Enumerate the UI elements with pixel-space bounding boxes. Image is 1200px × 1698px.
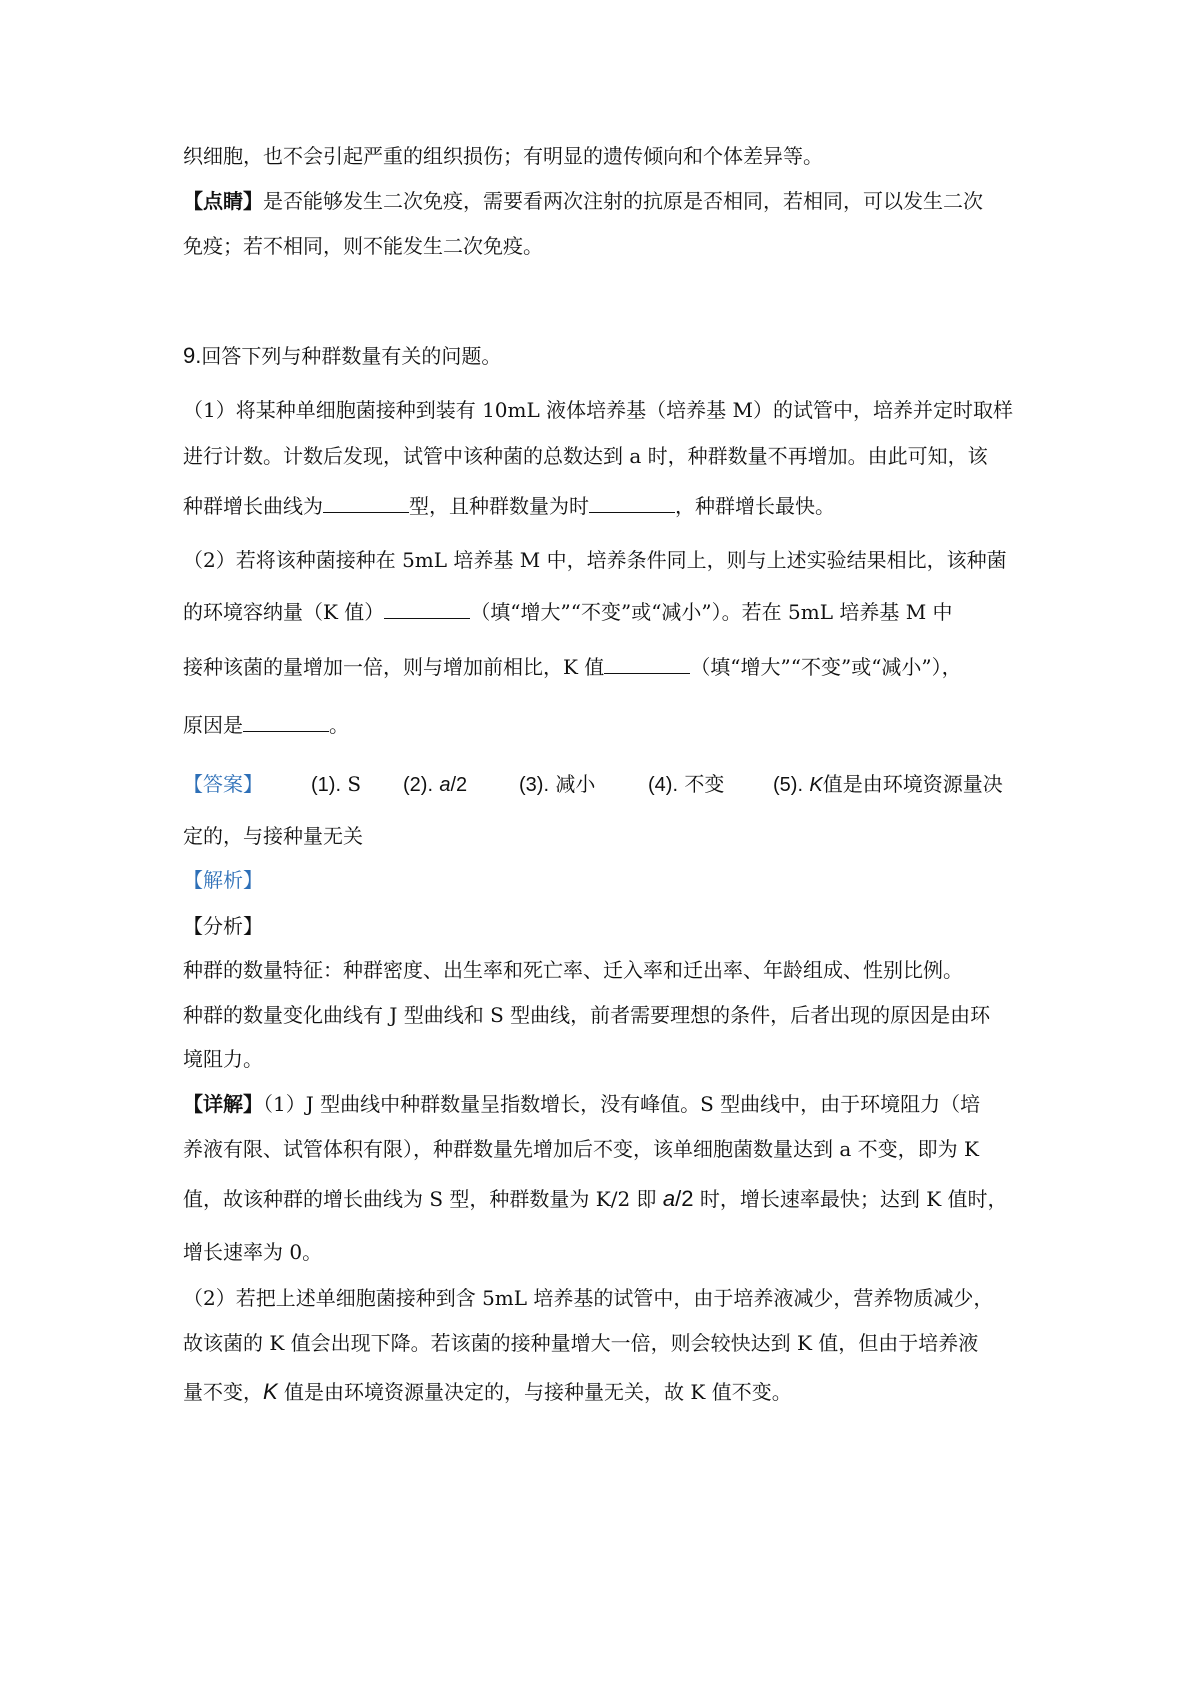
part2-text-1: （2）若将该种菌接种在 5mL 培养基 M 中，培养条件同上，则与上述实验结果相比，该种菌 xyxy=(183,548,1007,572)
answer-item-5-italic: K xyxy=(809,774,823,796)
part2-text-2a: 的环境容纳量（K 值） xyxy=(183,600,385,624)
detail-label: 【详解】 xyxy=(183,1092,263,1116)
answer-item-2-text: /2 xyxy=(450,774,468,796)
part1-text-3b: 型，且种群数量为时 xyxy=(409,494,589,518)
answer-item-3-text: 减小 xyxy=(555,772,596,796)
analysis-line-1 xyxy=(183,956,1033,984)
detail-text-7a: 量不变， xyxy=(183,1380,263,1404)
answer-row xyxy=(183,770,1033,800)
tip-label: 【点睛】 xyxy=(183,189,263,213)
part1-text-3a: 种群增长曲线为 xyxy=(183,494,323,518)
question-part2-line4 xyxy=(183,709,1033,739)
part2-text-3b: （填“增大”“不变”或“减小”）， xyxy=(690,655,962,679)
detail-line-2 xyxy=(183,1135,1033,1163)
answer-item-2-italic: a xyxy=(439,774,451,796)
detail-text-6: 故该菌的 K 值会出现下降。若该菌的接种量增大一倍，则会较快达到 K 值，但由于培养液 xyxy=(183,1331,979,1355)
detail-text-4: 增长速率为 0。 xyxy=(183,1240,323,1264)
analysis-sub-label: 【分析】 xyxy=(183,914,263,938)
part2-text-2b: （填“增大”“不变”或“减小”）。若在 5mL 培养基 M 中 xyxy=(470,600,953,624)
question-part2-line3 xyxy=(183,651,1033,681)
question-part1-line3 xyxy=(183,490,1033,520)
analysis-heading xyxy=(183,866,1033,894)
answer-item-1-num: (1). xyxy=(311,774,341,796)
analysis-label: 【解析】 xyxy=(183,868,263,892)
detail-line-4 xyxy=(183,1238,1033,1266)
answer-item-3 xyxy=(519,770,595,799)
answer-item-5-num: (5). xyxy=(773,774,803,796)
tip-text-2: 免疫；若不相同，则不能发生二次免疫。 xyxy=(183,234,543,258)
part1-text-1: （1）将某种单细胞菌接种到装有 10mL 液体培养基（培养基 M）的试管中，培养并定时取样 xyxy=(183,398,1013,422)
detail-text-1: （1）J 型曲线中种群数量呈指数增长，没有峰值。S 型曲线中，由于环境阻力（培 xyxy=(263,1092,981,1116)
analysis-text-3: 境阻力。 xyxy=(183,1047,263,1071)
tip-text-1: 是否能够发生二次免疫，需要看两次注射的抗原是否相同，若相同，可以发生二次 xyxy=(263,189,983,213)
question-part1-line2 xyxy=(183,442,1033,470)
answer-item-5 xyxy=(773,770,1003,799)
answer-item-3-num: (3). xyxy=(519,774,549,796)
question-stem xyxy=(183,342,1033,370)
answer-item-4-num: (4). xyxy=(648,774,678,796)
tip-paragraph-cont xyxy=(183,232,1033,260)
answer-blank-4[interactable] xyxy=(604,651,690,674)
detail-line-5 xyxy=(183,1284,1033,1312)
detail-line-3 xyxy=(183,1185,1033,1213)
answer-item-1-text: S xyxy=(347,772,362,796)
prev-text-line xyxy=(183,142,1033,170)
answer-item-1 xyxy=(311,770,361,799)
part2-text-4a: 原因是 xyxy=(183,713,243,737)
part2-text-4b: 。 xyxy=(329,713,349,737)
detail-line-6 xyxy=(183,1329,1033,1357)
part1-text-2: 进行计数。计数后发现，试管中该种菌的总数达到 a 时，种群数量不再增加。由此可知，该 xyxy=(183,444,988,468)
answer-cont-text: 定的，与接种量无关 xyxy=(183,824,363,848)
detail-text-3b: /2 xyxy=(675,1186,694,1211)
analysis-text-1: 种群的数量特征：种群密度、出生率和死亡率、迁入率和迁出率、年龄组成、性别比例。 xyxy=(183,958,963,982)
answer-blank-1[interactable] xyxy=(323,490,409,513)
detail-text-2: 养液有限、试管体积有限），种群数量先增加后不变，该单细胞菌数量达到 a 不变，即为 K xyxy=(183,1137,979,1161)
detail-line-1 xyxy=(183,1090,1033,1118)
detail-text-3-italic: a xyxy=(662,1186,676,1211)
answer-blank-5[interactable] xyxy=(243,709,329,732)
answer-item-4 xyxy=(648,770,724,799)
answer-item-2-num: (2). xyxy=(403,774,433,796)
detail-text-7-italic: K xyxy=(263,1379,278,1404)
detail-text-7b: 值是由环境资源量决定的，与接种量无关，故 K 值不变。 xyxy=(277,1380,792,1404)
question-stem-text: 回答下列与种群数量有关的问题。 xyxy=(201,344,502,368)
answer-item-2 xyxy=(403,770,467,799)
answer-label: 【答案】 xyxy=(183,772,263,796)
answer-continuation xyxy=(183,822,1033,850)
answer-blank-2[interactable] xyxy=(589,490,675,513)
answer-item-4-text: 不变 xyxy=(684,772,725,796)
part2-text-3a: 接种该菌的量增加一倍，则与增加前相比，K 值 xyxy=(183,655,605,679)
analysis-line-3 xyxy=(183,1045,1033,1073)
analysis-sub-heading xyxy=(183,912,1033,940)
detail-text-3c: 时，增长速率最快；达到 K 值时， xyxy=(693,1187,1008,1211)
question-part2-line2 xyxy=(183,596,1033,626)
question-part2-line1 xyxy=(183,546,1033,574)
detail-text-5: （2）若把上述单细胞菌接种到含 5mL 培养基的试管中，由于培养液减少，营养物质减少， xyxy=(183,1286,994,1310)
question-number: 9. xyxy=(183,343,202,368)
answer-item-5-text: 值是由环境资源量决 xyxy=(822,772,1003,796)
part1-text-3c: ，种群增长最快。 xyxy=(675,494,835,518)
analysis-line-2 xyxy=(183,1001,1033,1029)
answer-blank-3[interactable] xyxy=(384,596,470,619)
question-part1-line1 xyxy=(183,396,1033,424)
analysis-text-2: 种群的数量变化曲线有 J 型曲线和 S 型曲线，前者需要理想的条件，后者出现的原因是由环 xyxy=(183,1003,991,1027)
tip-paragraph xyxy=(183,187,1033,215)
detail-line-7 xyxy=(183,1378,1033,1406)
prev-line-1: 织细胞，也不会引起严重的组织损伤；有明显的遗传倾向和个体差异等。 xyxy=(183,144,823,168)
detail-text-3a: 值，故该种群的增长曲线为 S 型，种群数量为 K/2 即 xyxy=(183,1187,663,1211)
